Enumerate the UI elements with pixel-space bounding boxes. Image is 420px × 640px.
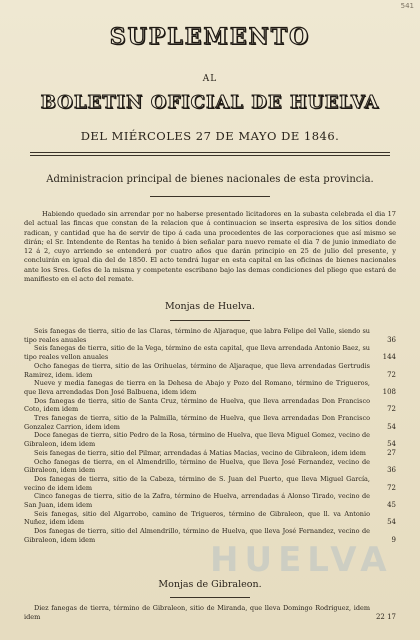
supplement-title: SUPLEMENTO [109, 24, 311, 50]
entry-text: Seis fanegas de tierra, sitio del Pilmar, arrendadas á Matias Macias, vecino de Gibraleon, idem idem [34, 448, 366, 457]
header-rule-thin [30, 155, 390, 156]
intro-paragraph: Habiendo quedado sin arrendar por no haberse presentado licitadores en la subasta celebrada el dia 17 del actual las fincas que constan de la relacion que á continuacion se inserta espresiva de los sitios donde radican, y cantidad que ha de servir de tipo á cada una procedentes de las corporaciones que así mismo se dirán; el Sr. Intendente de Rentas ha tenido á bien señalar para nuevo remate el dia 7 de junio inmediato de 12 á 2, cuyo arriendo se entenderá por cuatro años que darán principio en 25 de julio del presente, y concluirán en igual dia del de 1850. El acto tendrá lugar en esta capital en las oficinas de bienes nacionales ante los Sres. Gefes de la misma y competente escribano bajo las demas condiciones del pliego que estará de manifiesto en el acto del remate. [24, 210, 396, 284]
list-item [24, 414, 396, 431]
entry-value: 36 [387, 335, 396, 344]
bulletin-title: BOLETIN OFICIAL DE HUELVA [40, 92, 380, 113]
group-title-gibraleon: Monjas de Gibraleon. [158, 579, 262, 590]
entry-text: Dos fanegas de tierra, sitio del Almendrillo, término de Huelva, que lleva José Fernandez, vecino de Gibraleon, idem idem [24, 527, 370, 544]
list-item [24, 344, 396, 361]
entry-text: Nueve y media fanegas de tierra en la Dehesa de Abajo y Pozo del Romano, término de Trigueros, que lleva arrendadas Don José Balbuena, idem idem [24, 379, 370, 396]
entry-value: 144 [382, 353, 396, 362]
entry-text: Seis fanegas, sitio del Algarrobo, camino de Trigueros, término de Gibraleon, que ll. va Antonio Nuñez, idem idem [24, 509, 370, 527]
page-number-mark: 541 [400, 2, 414, 10]
entry-value: 72 [387, 370, 396, 379]
entries-gibraleon [24, 604, 396, 621]
entry-value: 22 17 [375, 612, 396, 621]
list-item [24, 431, 396, 448]
entry-text: Dos fanegas de tierra, sitio de Santa Cruz, término de Huelva, que lleva arrendadas Don Francisco Coto, idem idem [24, 396, 370, 414]
section-rule [150, 196, 270, 197]
entry-value: 9 [391, 535, 396, 544]
group-rule-huelva [170, 320, 250, 321]
header-rule [30, 152, 390, 153]
entry-value: 72 [387, 405, 396, 414]
list-item [24, 362, 396, 379]
entry-value: 54 [387, 440, 396, 449]
list-item [24, 510, 396, 527]
title-connector: AL [202, 74, 218, 84]
group-title-huelva: Monjas de Huelva. [165, 301, 255, 312]
list-item [24, 458, 396, 475]
entry-value: 108 [382, 387, 396, 396]
entry-text: Seis fanegas de tierra, sitio de las Claras, término de Aljaraque, que labra Felipe del Valle, siendo su tipo reales anuales [24, 327, 370, 344]
section-heading: Administracion principal de bienes nacionales de esta provincia. [46, 174, 374, 185]
entry-text: Dos fanegas de tierra, sitio de la Cabeza, término de S. Juan del Puerto, que lleva Miguel García, vecino de idem idem [24, 474, 370, 492]
list-item [24, 604, 396, 621]
entry-text: Tres fanegas de tierra, sitio de la Palmilla, término de Huelva, que lleva arrendadas Don Francisco Gonzalez Carrion, idem idem [24, 414, 370, 431]
list-item [24, 379, 396, 396]
entry-value: 54 [387, 518, 396, 527]
entry-value: 72 [387, 483, 396, 492]
entries-huelva [24, 327, 396, 545]
entry-text: Cinco fanegas de tierra, sitio de la Zafra, término de Huelva, arrendadas á Alonso Tirado, vecino de San Juan, idem idem [24, 492, 370, 510]
entry-text: Diez fanegas de tierra, término de Gibraleon, sitio de Miranda, que lleva Domingo Rodriguez, idem idem [24, 604, 370, 621]
list-item [24, 492, 396, 509]
entry-value: 45 [387, 501, 396, 510]
entry-text: Seis fanegas de tierra, sitio de la Vega, término de esta capital, que lleva arrendada Antonio Baez, su tipo reales vellon anuales [24, 344, 370, 362]
entry-text: Ocho fanegas de tierra, sitio de las Orihuelas, término de Aljaraque, que lleva arrendadas Gertrudis Ramirez, idem. idem [24, 361, 370, 379]
entry-value: 36 [387, 466, 396, 475]
list-item [24, 327, 396, 344]
entry-text: Ocho fanegas de tierra, en el Almendrillo, término de Huelva, que lleva José Fernandez, vecino de Gibraleon, idem idem [24, 457, 370, 475]
list-item [24, 397, 396, 414]
issue-date: DEL MIÉRCOLES 27 DE MAYO DE 1846. [80, 129, 340, 143]
library-watermark: HUELVA [210, 540, 393, 580]
group-rule-gibraleon [170, 597, 250, 598]
list-item [24, 449, 396, 458]
list-item [24, 475, 396, 492]
list-item [24, 527, 396, 544]
entry-text: Doce fanegas de tierra, sitio Pedro de la Rosa, término de Huelva, que lleva Miguel Gomez, vecino de Gibraleon, idem idem [24, 431, 370, 449]
entry-value: 54 [387, 422, 396, 431]
entry-value: 27 [387, 448, 396, 457]
